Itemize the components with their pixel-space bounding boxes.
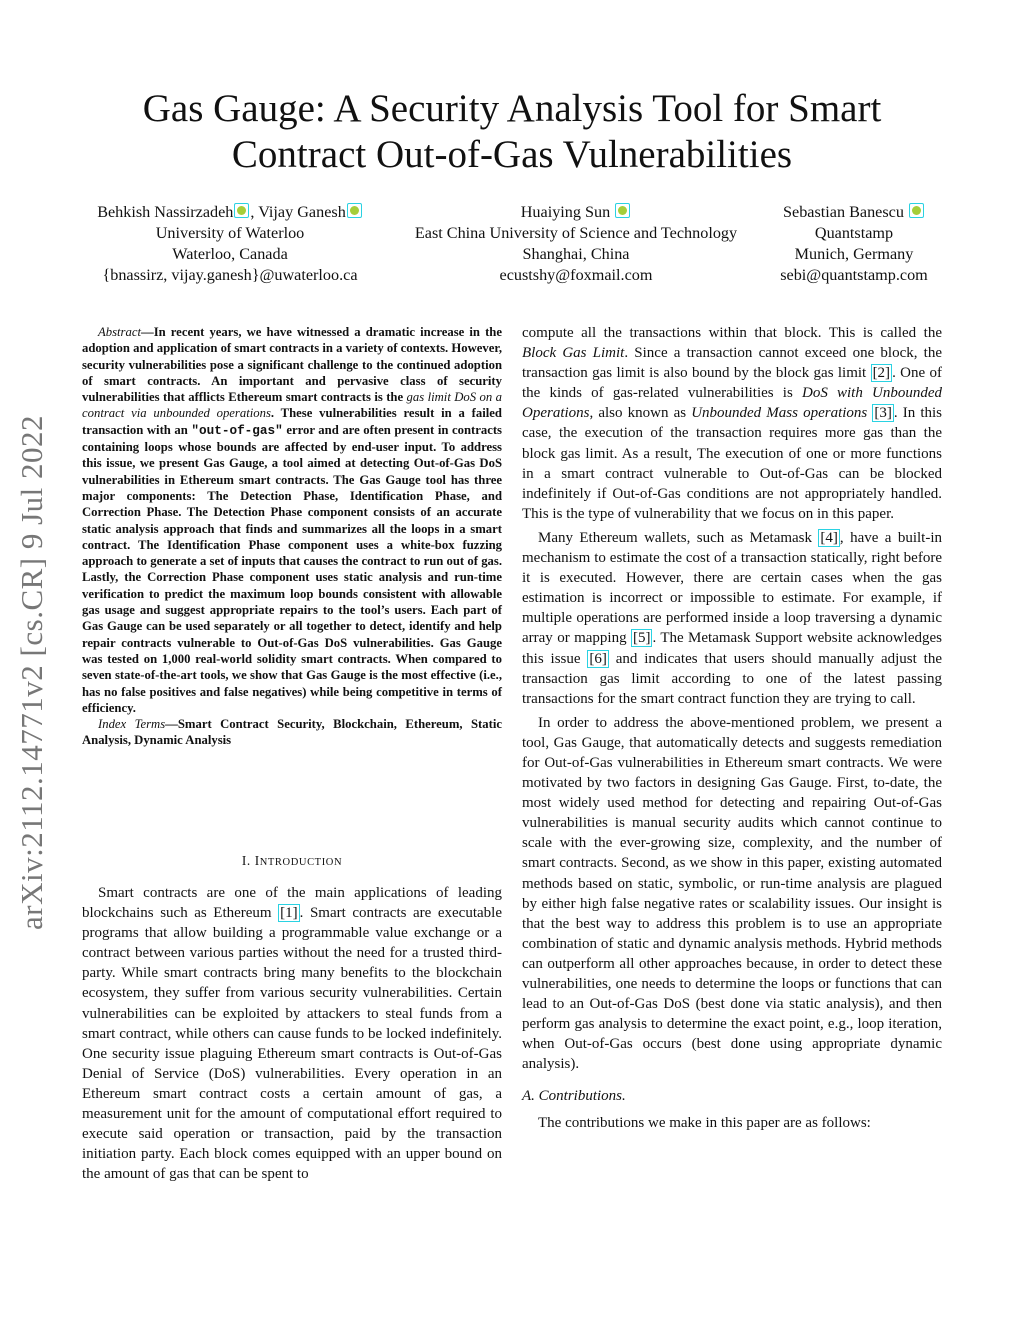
index-terms-label: Index Terms: [98, 717, 166, 732]
author-2-affiliation: East China University of Science and Technology: [414, 224, 738, 242]
abstract: [82, 324, 502, 749]
right-text-6: . In this case, the execution of the transaction requires more gas than the block gas limit. As a result, The execution of one or more functions in a smart contract vulnerable to Out-of-Gas can be blocked indefinitely if Out-of-Gas conditions are not appropriately handled. This is the type of vulnerability that we focus on in this paper.: [522, 405, 943, 522]
right-text-7: Many Ethereum wallets, such as Metamask: [538, 529, 819, 546]
abstract-italic: gas limit DoS on a contract via unbounded operations: [82, 390, 502, 421]
author-1-name: Behkish Nassirzadeh: [97, 203, 234, 221]
title-line-2: Contract Out-of-Gas Vulnerabilities: [231, 133, 793, 176]
orcid-icon[interactable]: [909, 203, 924, 218]
right-text-8: , have a built-in mechanism to estimate the cost of a transaction statically, right before it is executed. However, there are certain cases when the gas estimation is incorrect or impossible to estimate. For example, if multiple operations are performed inside a loop traversing a dynamic array or mapping: [522, 529, 943, 647]
author-1-affiliation: University of Waterloo: [155, 224, 305, 242]
abstract-text-2: . These vulnerabilities result in a failed transaction with an: [82, 406, 502, 437]
author-3-name: Sebastian Banescu: [783, 203, 904, 221]
orcid-icon[interactable]: [615, 203, 630, 218]
author-block: [0, 202, 1024, 292]
author-3-affiliation: Quantstamp: [814, 224, 894, 242]
orcid-icon[interactable]: [234, 203, 249, 218]
author-1: [80, 202, 380, 286]
intro-heading-num: I.: [241, 853, 251, 868]
right-text-3: . One of the kinds of gas-related vulnerabilities is: [522, 365, 942, 402]
abstract-code: "out-of-gas": [191, 422, 283, 438]
arxiv-stamp: arXiv:2112.14771v2 [cs.CR] 9 Jul 2022: [14, 414, 49, 930]
intro-heading-first: I: [254, 853, 260, 868]
intro-heading: [82, 853, 502, 869]
index-terms: —Smart Contract Security, Blockchain, Ethereum, Static Analysis, Dynamic Analysis: [82, 717, 503, 748]
right-italic-2: DoS with Unbounded Operations: [522, 385, 942, 422]
right-text-4: , also known as: [589, 405, 692, 422]
author-1-email: {bnassirz, vijay.ganesh}@uwaterloo.ca: [102, 266, 358, 284]
citation-link[interactable]: [1]: [280, 905, 298, 922]
author-2-email: ecustshy@foxmail.com: [499, 266, 653, 284]
author-1-location: Waterloo, Canada: [172, 245, 288, 263]
author-2: [386, 202, 766, 286]
right-text-1: compute all the transactions within that block. This is called the: [522, 325, 942, 341]
subsection-heading: A. Contributions.: [522, 1088, 626, 1105]
citation-link[interactable]: [4]: [820, 529, 838, 546]
abstract-label: Abstract: [98, 325, 141, 339]
intro-body: [82, 883, 502, 1184]
abstract-text-1: —In recent years, we have witnessed a dramatic increase in the adoption and application of smart contracts in a variety of contexts. However, security vulnerabilities pose a significant challenge to the continued adoption of smart contracts. An important and pervasive class of security vulnerabilities that afflicts Ethereum smart contracts is the: [82, 325, 502, 405]
right-text-10: and indicates that users should manually adjust the transaction gas limit according to one of the latest passing transactions for the smart contract function they are trying to call.: [522, 650, 942, 707]
citation-link[interactable]: [2]: [872, 365, 891, 382]
right-paragraph-3: In order to address the above-mentioned problem, we present a tool, Gas Gauge, that automatically detects and suggests remediation for Out-of-Gas vulnerabilities in Ethereum smart contracts. We were motivated by two factors in designing Gas Gauge. First, to-date, the most widely used method for detecting and repairing Out-of-Gas vulnerabilities is manual security audits which cannot continue to scale with the ever-growing size, complexity, and the number of smart contracts. Second, as we show in this paper, existing automated methods based on static, symbolic, or run-time analysis are plagued by either high false negative rates or scalability issues. Our insight is that the best way to address this problem is to use an appropriate combination of static and dynamic analysis methods. Hybrid methods can outperform all other approaches because, in order to detect these vulnerabilities, one needs to determine the loops or functions that can lead to an Out-of-Gas DoS (best done via static analysis), and then perform gas analysis to determine the exact point, e.g., loop iteration, when Out-of-Gas occurs (best done using appropriate dynamic analysis).: [522, 714, 942, 1073]
title-line-1: Gas Gauge: A Security Analysis Tool for Smart: [142, 87, 882, 130]
intro-text-1: Smart contracts are one of the main applications of leading blockchains such as Ethereum: [82, 885, 502, 922]
author-3-email: sebi@quantstamp.com: [780, 266, 928, 284]
right-paragraph-4: The contributions we make in this paper are as follows:: [538, 1114, 871, 1131]
author-3: [764, 202, 944, 286]
intro-heading-rest: NTRODUCTION: [259, 857, 343, 868]
author-1-name-2: , Vijay Ganesh: [250, 203, 346, 221]
author-2-location: Shanghai, China: [522, 245, 630, 263]
right-column: [522, 323, 942, 1133]
right-italic-3: Unbounded Mass operations: [691, 405, 868, 422]
abstract-text-3: error and are often present in contracts containing loops whose bounds are affected by end-user input. To address this issue, we present Gas Gauge, a tool aimed at detecting Out-of-Gas DoS vulnerabilities in Ethereum smart contracts. The Gas Gauge tool has three major components: The Detection Phase, Identification Phase, and Correction Phase. The Detection Phase component consists of an accurate static analysis approach that finds and summarizes all the loops in a smart contract. The Identification Phase component uses a white-box fuzzing approach to generate a set of inputs that causes the contract to run out of gas. Lastly, the Correction Phase component uses static analysis and run-time verification to predict the maximum loop bounds consistent with allowable gas usage and suggest appropriate repairs to the tool’s users. Each part of Gas Gauge can be used separately or all together to detect, identify and help repair contracts vulnerable to Out-of-Gas DoS vulnerabilities. Gas Gauge was tested on 1,000 real-world solidity smart contracts. When compared to seven state-of-the-art tools, we show that Gas Gauge is the most effective (i.e., has no false positives and false negatives) while being competitive in terms of efficiency.: [82, 422, 502, 715]
author-2-name: Huaiying Sun: [520, 203, 611, 221]
citation-link[interactable]: [6]: [589, 650, 607, 667]
right-text-2: . Since a transaction cannot exceed one block, the transaction gas limit is also bound by the block gas limit: [522, 345, 942, 382]
right-text-9: . The Metamask Support website acknowledges this issue: [522, 630, 942, 667]
intro-text-2: . Smart contracts are executable programs that allow building a programmable value exchange or a contract between various parties without the need for a trusted third-party. While smart contracts bring many benefits to the blockchain ecosystem, they suffer from various security vulnerabilities. Certain vulnerabilities can be exploited by attackers to steal funds from a smart contract, while others can cause funds to be locked indefinitely. One security issue plaguing Ethereum smart contracts is Out-of-Gas Denial of Service (DoS) vulnerabilities. Every operation in an Ethereum smart contract costs a certain amount of gas, a measurement unit for the amount of computational effort required to execute said operation or transaction, paid by the transaction initiation party. Each block comes equipped with an upper bound on the amount of gas that can be spent to: [82, 905, 502, 1183]
author-3-location: Munich, Germany: [794, 245, 914, 263]
orcid-icon[interactable]: [347, 203, 362, 218]
citation-link[interactable]: [5]: [632, 630, 651, 647]
right-italic-1: Block Gas Limit: [522, 345, 625, 362]
paper-title: [60, 86, 964, 178]
citation-link[interactable]: [3]: [874, 405, 892, 422]
